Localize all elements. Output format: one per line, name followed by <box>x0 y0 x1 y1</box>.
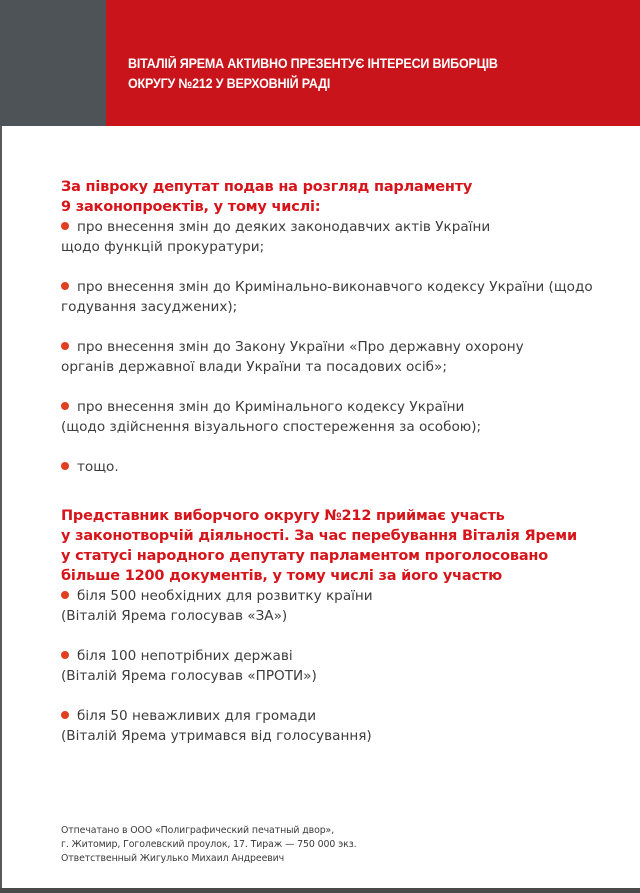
item-text: біля 100 непотрібних державі <box>77 648 293 664</box>
votes-lead <box>61 506 621 586</box>
imprint-line: г. Житомир, Гоголевский проулок, 17. Тираж — 750 000 экз. <box>61 839 357 850</box>
item-text: тощо. <box>77 459 119 475</box>
bullet-dot-icon <box>61 591 69 599</box>
bullet-dot-icon <box>61 711 69 719</box>
lead-line: За півроку депутат подав на розгляд парламенту <box>61 179 473 195</box>
header-title <box>128 54 588 94</box>
lead-line: більше 1200 документів, у тому числі за його участю <box>61 568 502 584</box>
list-item <box>61 397 621 437</box>
list-item <box>61 457 621 477</box>
votes-section <box>61 506 621 766</box>
bills-lead <box>61 177 621 217</box>
bullet-dot-icon <box>61 222 69 230</box>
lead-line: 9 законопроектів, у тому числі: <box>61 199 321 215</box>
lead-line: у законотворчій діяльності. За час перебування Віталія Яреми <box>61 528 577 544</box>
imprint-line: Отпечатано в ООО «Полиграфический печатный двор», <box>61 825 335 836</box>
lead-line: у статусі народного депутату парламентом проголосовано <box>61 548 549 564</box>
item-text: біля 500 необхідних для розвитку країни <box>77 588 373 604</box>
imprint-line: Ответственный Жигулько Михаил Андреевич <box>61 853 285 864</box>
item-text: щодо функцій прокуратури; <box>61 239 265 255</box>
votes-list <box>61 586 621 746</box>
item-text: про внесення змін до Кримінально-виконавчого кодексу України (щодо <box>77 279 593 295</box>
list-item <box>61 706 621 746</box>
bullet-dot-icon <box>61 342 69 350</box>
header-title-line: ВІТАЛІЙ ЯРЕМА АКТИВНО ПРЕЗЕНТУЄ ІНТЕРЕСИ ВИБОРЦІВ <box>128 56 498 71</box>
list-item <box>61 646 621 686</box>
item-text: (Віталій Ярема голосував «ЗА») <box>61 608 288 624</box>
list-item <box>61 337 621 377</box>
list-item <box>61 217 621 257</box>
bullet-dot-icon <box>61 462 69 470</box>
item-text: (Віталій Ярема голосував «ПРОТИ») <box>61 668 317 684</box>
list-item <box>61 586 621 626</box>
bullet-dot-icon <box>61 651 69 659</box>
bills-list <box>61 217 621 477</box>
item-text: (щодо здійснення візуального спостереження за особою); <box>61 419 482 435</box>
gray-corner-block <box>0 0 106 126</box>
item-text: про внесення змін до Кримінального кодексу України <box>77 399 465 415</box>
imprint-footer <box>61 824 356 866</box>
item-text: органів державної влади України та посадових осіб»; <box>61 359 447 375</box>
header-title-line: ОКРУГУ №212 У ВЕРХОВНІЙ РАДІ <box>128 76 331 91</box>
bills-section <box>61 177 621 497</box>
item-text: біля 50 неважливих для громади <box>77 708 317 724</box>
page-left-edge <box>0 126 2 893</box>
page-bottom-edge <box>0 888 640 893</box>
item-text: годування засуджених); <box>61 299 238 315</box>
bullet-dot-icon <box>61 282 69 290</box>
list-item <box>61 277 621 317</box>
lead-line: Представник виборчого округу №212 приймає участь <box>61 508 505 524</box>
header-banner <box>106 0 640 126</box>
item-text: про внесення змін до деяких законодавчих актів України <box>77 219 491 235</box>
item-text: про внесення змін до Закону України «Про державну охорону <box>77 339 524 355</box>
item-text: (Віталій Ярема утримався від голосування) <box>61 728 372 744</box>
bullet-dot-icon <box>61 402 69 410</box>
